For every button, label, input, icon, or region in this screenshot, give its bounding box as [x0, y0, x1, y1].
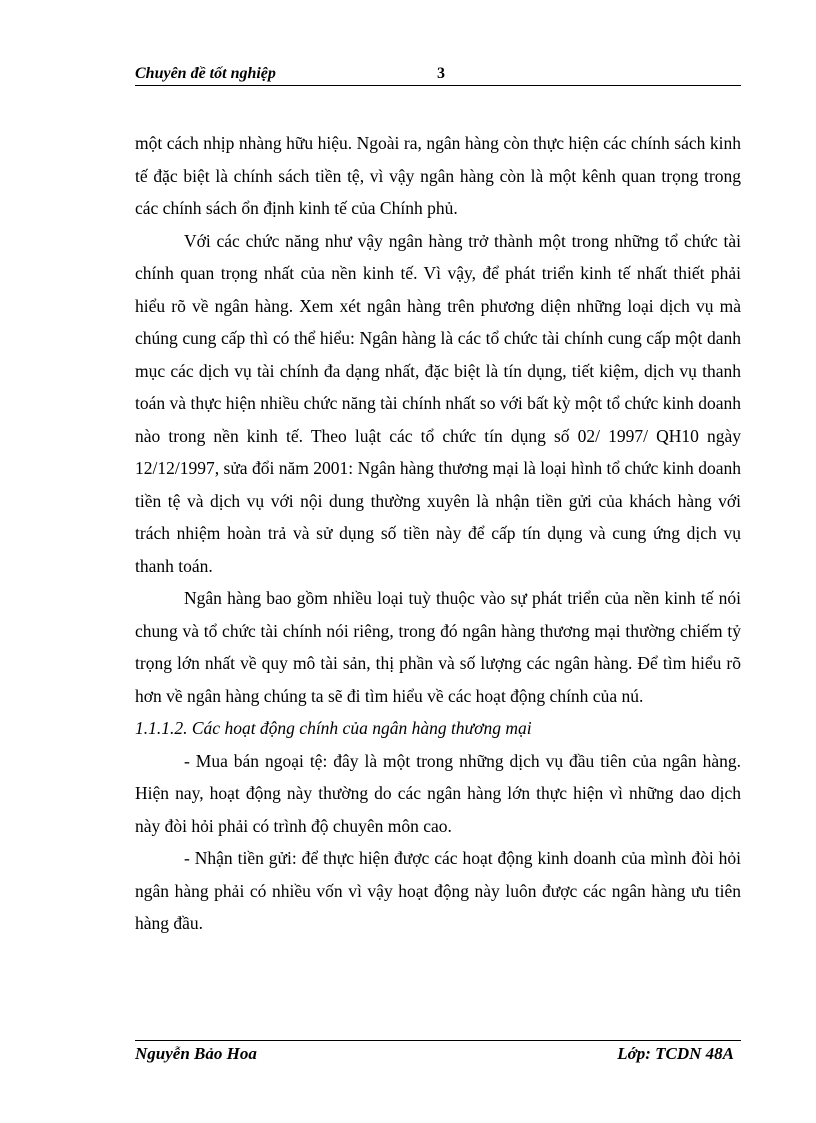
paragraph-1: một cách nhịp nhàng hữu hiệu. Ngoài ra, ngân hàng còn thực hiện các chính sách kinh tế đặc biệt là chính sách tiền tệ, vì vậy ngân hàng còn là một kênh quan trọng trong các chính sách ổn định kinh tế của Chính phủ.: [135, 133, 741, 218]
paragraph-3: Ngân hàng bao gồm nhiều loại tuỳ thuộc vào sự phát triển của nền kinh tế nói chung và tổ chức tài chính nói riêng, trong đó ngân hàng thương mại thường chiếm tỷ trọng lớn nhất về quy mô tài sản, thị phần và số lượng các ngân hàng. Để tìm hiểu rõ hơn về ngân hàng chúng ta sẽ đi tìm hiểu về các hoạt động chính của nú.: [135, 588, 741, 706]
footer-author: Nguyễn Bảo Hoa: [135, 1044, 257, 1063]
page-footer: [135, 1040, 741, 1068]
footer-class: Lớp: TCDN 48A: [617, 1044, 734, 1063]
section-heading: 1.1.1.2. Các hoạt động chính của ngân hàng thương mại: [135, 718, 532, 738]
list-item-2: - Nhận tiền gửi: để thực hiện được các hoạt động kinh doanh của mình đòi hỏi ngân hàng phải có nhiều vốn vì vậy hoạt động này luôn được các ngân hàng ưu tiên hàng đầu.: [135, 848, 741, 933]
page-number: 3: [437, 65, 445, 82]
document-body: [135, 127, 741, 940]
header-title: Chuyên đề tốt nghiệp: [135, 65, 276, 82]
list-item-1: - Mua bán ngoại tệ: đây là một trong những dịch vụ đầu tiên của ngân hàng. Hiện nay, hoạt động này thường do các ngân hàng lớn thực hiện vì những dao dịch này đòi hỏi phải có trình độ chuyên môn cao.: [135, 750, 741, 836]
paragraph-2: Với các chức năng như vậy ngân hàng trở thành một trong những tổ chức tài chính quan trọng nhất của nền kinh tế. Vì vậy, để phát triển kinh tế nhất thiết phải hiểu rõ về ngân hàng. Xem xét ngân hàng trên phương diện những loại dịch vụ mà chúng cung cấp thì có thể hiểu: Ngân hàng là các tổ chức tài chính cung cấp một danh mục các dịch vụ tài chính đa dạng nhất, đặc biệt là tín dụng, tiết kiệm, dịch vụ thanh toán và thực hiện nhiều chức năng tài chính nhất so với bất kỳ một tổ chức kinh doanh nào trong nền kinh tế. Theo luật các tổ chức tín dụng số 02/ 1997/ QH10 ngày 12/12/1997, sửa đổi năm 2001: Ngân hàng thương mại là loại hình tổ chức kinh doanh tiền tệ và dịch vụ với nội dung thường xuyên là nhận tiền gửi của khách hàng với trách nhiệm hoàn trả và sử dụng số tiền này để cấp tín dụng và cung ứng dịch vụ thanh toán.: [135, 230, 741, 576]
page-header: [135, 60, 741, 86]
